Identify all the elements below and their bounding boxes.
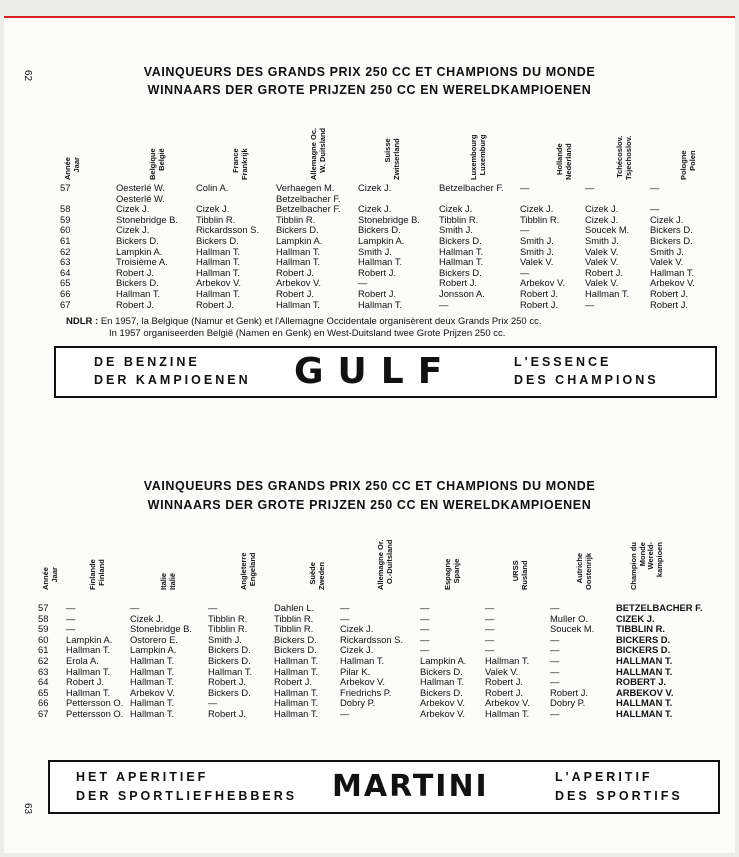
table-cell: Robert J. bbox=[585, 266, 624, 278]
table-cell: Arbekov V. bbox=[485, 697, 530, 709]
table-cell: Smith J. bbox=[520, 234, 554, 246]
year-cell: 63 bbox=[60, 256, 71, 268]
table-cell: Cizek J. bbox=[358, 203, 392, 215]
gulf-advertisement bbox=[54, 346, 717, 398]
table-cell: — bbox=[66, 602, 76, 613]
column-header-label: Année Jaar bbox=[41, 567, 59, 590]
table-cell: Betzelbacher F. bbox=[276, 203, 341, 215]
table-cell: — bbox=[650, 182, 660, 193]
table-cell: Troisième A. bbox=[116, 256, 168, 268]
table-cell: Tibblin R. bbox=[208, 623, 248, 635]
table-cell: Bickers D. bbox=[420, 665, 463, 677]
table-cell: Pettersson O. bbox=[66, 707, 124, 719]
table-cell: Hallman T. bbox=[274, 697, 319, 709]
table-cell: Robert J. bbox=[650, 298, 689, 310]
table-cell: Hallman T. bbox=[116, 287, 161, 299]
table-cell: Robert J. bbox=[520, 298, 559, 310]
year-cell: 64 bbox=[60, 266, 71, 278]
year-cell: 67 bbox=[38, 707, 49, 719]
table-cell: Arbekov V. bbox=[520, 277, 565, 289]
table-row bbox=[4, 268, 735, 279]
table-cell: Hallman T. bbox=[585, 287, 630, 299]
year-cell: 59 bbox=[60, 213, 71, 225]
table-cell: — bbox=[520, 182, 530, 193]
table-cell: Cizek J. bbox=[585, 203, 619, 215]
table-cell: Hallman T. bbox=[66, 686, 111, 698]
table-cell: Hallman T. bbox=[358, 256, 403, 268]
table-cell: Ostorero E. bbox=[130, 633, 178, 645]
table-cell: Hallman T. bbox=[420, 676, 465, 688]
table-cell: — bbox=[340, 602, 350, 613]
table-cell: — bbox=[208, 602, 218, 613]
column-header-label: Suède Zweden bbox=[308, 562, 326, 590]
column-header-label: Allemagne Or. O.-Duitsland bbox=[376, 539, 394, 590]
table-cell: Hallman T. bbox=[130, 697, 175, 709]
table-cell: Tibblin R. bbox=[276, 213, 316, 225]
table-cell: Cizek J. bbox=[130, 612, 164, 624]
table-cell: — bbox=[585, 182, 595, 193]
table-cell: — bbox=[550, 644, 560, 656]
table-cell: BICKERS D. bbox=[616, 633, 671, 645]
table-cell: Friedrichs P. bbox=[340, 686, 392, 698]
table-cell: Soucek M. bbox=[550, 623, 595, 635]
table-cell: — bbox=[358, 277, 368, 289]
table-cell: Oesterlé W. bbox=[116, 192, 165, 204]
table-cell: Bickers D. bbox=[116, 234, 159, 246]
table-cell: Lampkin A. bbox=[116, 245, 163, 257]
table-cell: Valek V. bbox=[650, 256, 684, 268]
table-cell: Bickers D. bbox=[208, 644, 251, 656]
table-cell: Lampkin A. bbox=[420, 654, 467, 666]
ad-left-line2: DER SPORTLIEFHEBBERS bbox=[76, 789, 298, 803]
table-cell: — bbox=[420, 612, 430, 624]
table-cell: Robert J. bbox=[358, 266, 397, 278]
table-cell: CIZEK J. bbox=[616, 612, 655, 624]
page-number: 63 bbox=[22, 802, 34, 815]
column-header-label: Champion du Monde Wereld- kampioen bbox=[629, 542, 664, 590]
table-row bbox=[4, 289, 735, 300]
column-header-label: Allemagne Oc. W. Duitsland bbox=[309, 127, 327, 180]
table-cell: — bbox=[439, 298, 449, 310]
table-cell: Hallman T. bbox=[130, 665, 175, 677]
table-cell: ROBERT J. bbox=[616, 676, 667, 688]
table-cell: Hallman T. bbox=[130, 707, 175, 719]
column-header-label: Luxembourg Luxemburg bbox=[469, 134, 487, 180]
table-cell: ARBEKOV V. bbox=[616, 686, 674, 698]
table-cell: Hallman T. bbox=[208, 665, 253, 677]
table-cell: HALLMAN T. bbox=[616, 707, 673, 719]
table-cell: Hallman T. bbox=[66, 665, 111, 677]
table-cell: — bbox=[520, 266, 530, 278]
ad-left-line2: DER KAMPIOENEN bbox=[94, 373, 251, 387]
table-cell: Bickers D. bbox=[196, 234, 239, 246]
page-number: 62 bbox=[22, 69, 34, 82]
column-header-label: Belgique België bbox=[148, 148, 166, 180]
table-cell: — bbox=[485, 633, 495, 645]
column-header-label: Finlande Finland bbox=[88, 559, 106, 590]
table-cell: Hallman T. bbox=[358, 298, 403, 310]
year-cell: 66 bbox=[38, 697, 49, 709]
year-cell: 57 bbox=[60, 182, 71, 193]
table-cell: — bbox=[485, 602, 495, 613]
table-cell: Hallman T. bbox=[196, 287, 241, 299]
table-cell: Bickers D. bbox=[420, 686, 463, 698]
table-cell: Smith J. bbox=[439, 224, 473, 236]
title-dutch: WINNAARS DER GROTE PRIJZEN 250 CC EN WERELDKAMPIOENEN bbox=[147, 83, 592, 97]
table-cell: — bbox=[650, 203, 660, 215]
table-cell: Hallman T. bbox=[650, 266, 695, 278]
table-cell: — bbox=[208, 697, 218, 709]
table-cell: Valek V. bbox=[585, 245, 619, 257]
table-cell: Pilar K. bbox=[340, 665, 371, 677]
table-cell: Hallman T. bbox=[196, 256, 241, 268]
table-cell: Dahlen L. bbox=[274, 602, 315, 613]
title-french: VAINQUEURS DES GRANDS PRIX 250 CC ET CHAMPIONS DU MONDE bbox=[143, 65, 596, 79]
table-cell: Robert J. bbox=[439, 277, 478, 289]
table-cell: Robert J. bbox=[650, 287, 689, 299]
table-cell: — bbox=[66, 623, 76, 635]
table-cell: BICKERS D. bbox=[616, 644, 671, 656]
table-cell: Tibblin R. bbox=[439, 213, 479, 225]
table-cell: — bbox=[550, 676, 560, 688]
table-cell: Cizek J. bbox=[650, 213, 684, 225]
table-cell: Hallman T. bbox=[439, 245, 484, 257]
table-cell: Hallman T. bbox=[196, 245, 241, 257]
table-cell: Arbekov V. bbox=[276, 277, 321, 289]
table-cell: HALLMAN T. bbox=[616, 697, 673, 709]
year-cell: 58 bbox=[60, 203, 71, 215]
year-cell: 63 bbox=[38, 665, 49, 677]
table-cell: Robert J. bbox=[550, 686, 589, 698]
table-cell: Cizek J. bbox=[439, 203, 473, 215]
table-cell: Betzelbacher F. bbox=[276, 192, 341, 204]
ad-right-line1: L'ESSENCE bbox=[514, 355, 612, 369]
table-cell: HALLMAN T. bbox=[616, 665, 673, 677]
table-cell: Betzelbacher F. bbox=[439, 182, 504, 193]
table-row bbox=[4, 656, 735, 667]
table-cell: Cizek J. bbox=[340, 623, 374, 635]
table-cell: Bickers D. bbox=[650, 224, 693, 236]
table-cell: — bbox=[550, 707, 560, 719]
table-cell: — bbox=[550, 665, 560, 677]
table-cell: — bbox=[420, 602, 430, 613]
table-cell: Tibblin R. bbox=[196, 213, 236, 225]
table-cell: Hallman T. bbox=[130, 654, 175, 666]
table-cell: Cizek J. bbox=[520, 203, 554, 215]
table-cell: Hallman T. bbox=[340, 654, 385, 666]
table-cell: Cizek J. bbox=[116, 203, 150, 215]
ad-right-line1: L'APERITIF bbox=[555, 770, 653, 784]
table-cell: Hallman T. bbox=[276, 245, 321, 257]
table-cell: Arbekov V. bbox=[196, 277, 241, 289]
year-cell: 60 bbox=[38, 633, 49, 645]
table-cell: — bbox=[485, 644, 495, 656]
table-cell: — bbox=[420, 644, 430, 656]
table-cell: Hallman T. bbox=[276, 298, 321, 310]
ad-right-line2: DES CHAMPIONS bbox=[514, 373, 659, 387]
table-cell: Cizek J. bbox=[340, 644, 374, 656]
table-cell: Hallman T. bbox=[274, 654, 319, 666]
year-cell: 60 bbox=[60, 224, 71, 236]
table-cell: Arbekov V. bbox=[340, 676, 385, 688]
table-cell: Hallman T. bbox=[274, 686, 319, 698]
table-cell: Robert J. bbox=[276, 287, 315, 299]
year-cell: 61 bbox=[38, 644, 49, 656]
year-cell: 59 bbox=[38, 623, 49, 635]
table-cell: Arbekov V. bbox=[130, 686, 175, 698]
column-header-label: Italie Italië bbox=[159, 572, 177, 590]
year-cell: 58 bbox=[38, 612, 49, 624]
year-cell: 64 bbox=[38, 676, 49, 688]
table-cell: Lampkin A. bbox=[358, 234, 405, 246]
table-cell: Valek V. bbox=[485, 665, 519, 677]
column-header-label: URSS Rusland bbox=[511, 560, 529, 590]
table-cell: Tibblin R. bbox=[274, 623, 314, 635]
table-cell: Tibblin R. bbox=[274, 612, 314, 624]
table-cell: Arbekov V. bbox=[420, 697, 465, 709]
table-cell: — bbox=[485, 612, 495, 624]
table-cell: Dobry P. bbox=[340, 697, 376, 709]
note-line-dutch: In 1957 organiseerden België (Namen en Genk) en West-Duitsland twee Grote Prijzen 250 cc. bbox=[109, 328, 506, 339]
table-cell: Robert J. bbox=[208, 676, 247, 688]
table-cell: Hallman T. bbox=[439, 256, 484, 268]
table-cell: BETZELBACHER F. bbox=[616, 602, 703, 613]
table-cell: Robert J. bbox=[520, 287, 559, 299]
page-62 bbox=[4, 16, 735, 443]
martini-logo: MARTINI bbox=[332, 769, 489, 804]
table-row bbox=[4, 300, 735, 311]
table-cell: Smith J. bbox=[585, 234, 619, 246]
table-cell: Robert J. bbox=[485, 676, 524, 688]
table-cell: — bbox=[420, 623, 430, 635]
table-cell: Hallman T. bbox=[485, 654, 530, 666]
table-cell: Stonebridge B. bbox=[116, 213, 179, 225]
table-cell: Muller O. bbox=[550, 612, 589, 624]
table-cell: Robert J. bbox=[274, 676, 313, 688]
table-cell: Robert J. bbox=[116, 298, 155, 310]
table-cell: Cizek J. bbox=[196, 203, 230, 215]
table-cell: Lampkin A. bbox=[66, 633, 113, 645]
table-row bbox=[4, 709, 735, 720]
table-cell: — bbox=[520, 224, 530, 236]
table-cell: HALLMAN T. bbox=[616, 654, 673, 666]
column-header-label: Hollande Nederland bbox=[555, 143, 573, 180]
table-row bbox=[4, 603, 735, 614]
table-cell: Oesterlé W. bbox=[116, 182, 165, 193]
table-cell: Lampkin A. bbox=[130, 644, 177, 656]
table-cell: Bickers D. bbox=[116, 277, 159, 289]
year-cell: 57 bbox=[38, 602, 49, 613]
table-cell: Bickers D. bbox=[650, 234, 693, 246]
table-cell: Hallman T. bbox=[485, 707, 530, 719]
table-cell: Stonebridge B. bbox=[358, 213, 421, 225]
table-cell: Robert J. bbox=[485, 686, 524, 698]
column-header-label: Année Jaar bbox=[63, 157, 81, 180]
results-table bbox=[4, 183, 735, 310]
year-cell: 62 bbox=[60, 245, 71, 257]
table-cell: Smith J. bbox=[520, 245, 554, 257]
table-cell: Cizek J. bbox=[358, 182, 392, 193]
table-cell: Erola A. bbox=[66, 654, 99, 666]
year-cell: 67 bbox=[60, 298, 71, 310]
table-cell: — bbox=[420, 633, 430, 645]
table-cell: Arbekov V. bbox=[420, 707, 465, 719]
table-cell: — bbox=[550, 633, 560, 645]
table-cell: Robert J. bbox=[66, 676, 105, 688]
table-cell: Bickers D. bbox=[276, 224, 319, 236]
table-cell: Soucek M. bbox=[585, 224, 630, 236]
table-cell: Bickers D. bbox=[208, 686, 251, 698]
table-cell: Cizek J. bbox=[116, 224, 150, 236]
table-cell: Lampkin A. bbox=[276, 234, 323, 246]
column-header-label: France Frankrijk bbox=[231, 148, 249, 180]
table-cell: Rickardsson S. bbox=[340, 633, 404, 645]
table-cell: Bickers D. bbox=[208, 654, 251, 666]
table-cell: Pettersson O. bbox=[66, 697, 124, 709]
table-cell: Hallman T. bbox=[130, 676, 175, 688]
table-cell: Smith J. bbox=[208, 633, 242, 645]
note-line-french: En 1957, la Belgique (Namur et Genk) et l'Allemagne Occidentale organisèrent deux Grands Prix 250 cc. bbox=[100, 316, 542, 327]
table-cell: Rickardsson S. bbox=[196, 224, 260, 236]
table-row bbox=[4, 183, 735, 194]
table-cell: Valek V. bbox=[585, 277, 619, 289]
martini-advertisement bbox=[48, 760, 720, 814]
table-cell: Hallman T. bbox=[274, 665, 319, 677]
table-cell: Colin A. bbox=[196, 182, 229, 193]
table-cell: Valek V. bbox=[520, 256, 554, 268]
table-cell: Bickers D. bbox=[439, 234, 482, 246]
table-cell: Cizek J. bbox=[585, 213, 619, 225]
column-header-label: Autriche Oostenrijk bbox=[575, 552, 593, 590]
gulf-logo: GULF bbox=[294, 351, 457, 392]
table-cell: Arbekov V. bbox=[650, 277, 695, 289]
table-cell: Robert J. bbox=[116, 266, 155, 278]
table-cell: Jonsson A. bbox=[439, 287, 485, 299]
column-header-label: Espagne Spanje bbox=[443, 558, 461, 590]
table-cell: Robert J. bbox=[208, 707, 247, 719]
table-cell: Tibblin R. bbox=[520, 213, 560, 225]
year-cell: 65 bbox=[38, 686, 49, 698]
table-cell: Dobry P. bbox=[550, 697, 586, 709]
table-cell: Bickers D. bbox=[274, 633, 317, 645]
table-cell: Tibblin R. bbox=[208, 612, 248, 624]
table-cell: Robert J. bbox=[358, 287, 397, 299]
table-cell: Hallman T. bbox=[276, 256, 321, 268]
ad-right-line2: DES SPORTIFS bbox=[555, 789, 683, 803]
table-cell: Hallman T. bbox=[196, 266, 241, 278]
year-cell: 66 bbox=[60, 287, 71, 299]
year-cell: 61 bbox=[60, 234, 71, 246]
table-cell: Hallman T. bbox=[274, 707, 319, 719]
table-cell: — bbox=[485, 623, 495, 635]
table-cell: Smith J. bbox=[358, 245, 392, 257]
title-dutch: WINNAARS DER GROTE PRIJZEN 250 CC EN WERELDKAMPIOENEN bbox=[147, 498, 592, 512]
ad-left-line1: DE BENZINE bbox=[94, 355, 200, 369]
table-cell: — bbox=[340, 707, 350, 719]
table-cell: Robert J. bbox=[196, 298, 235, 310]
ad-left-line1: HET APERITIEF bbox=[76, 770, 209, 784]
editor-note bbox=[66, 316, 541, 328]
table-cell: Bickers D. bbox=[439, 266, 482, 278]
page-63 bbox=[4, 443, 735, 853]
year-cell: 62 bbox=[38, 654, 49, 666]
table-cell: — bbox=[340, 612, 350, 624]
table-cell: Smith J. bbox=[650, 245, 684, 257]
note-label: NDLR : bbox=[66, 316, 99, 327]
table-row bbox=[4, 236, 735, 247]
table-cell: Bickers D. bbox=[274, 644, 317, 656]
table-cell: Verhaegen M. bbox=[276, 182, 335, 193]
table-cell: — bbox=[585, 298, 595, 310]
year-cell: 65 bbox=[60, 277, 71, 289]
title-french: VAINQUEURS DES GRANDS PRIX 250 CC ET CHAMPIONS DU MONDE bbox=[143, 479, 596, 493]
table-cell: Valek V. bbox=[585, 256, 619, 268]
table-cell: Robert J. bbox=[276, 266, 315, 278]
table-cell: TIBBLIN R. bbox=[616, 623, 665, 635]
results-table bbox=[4, 603, 735, 720]
table-cell: Stonebridge B. bbox=[130, 623, 193, 635]
column-header-label: Tchécoslov. Tsjechoslov. bbox=[615, 135, 633, 180]
table-cell: — bbox=[66, 612, 76, 624]
table-cell: — bbox=[550, 654, 560, 666]
table-cell: Bickers D. bbox=[358, 224, 401, 236]
column-header-label: Suisse Zwitserland bbox=[383, 138, 401, 180]
column-header-label: Pologne Polen bbox=[679, 150, 697, 180]
table-cell: — bbox=[130, 602, 140, 613]
table-cell: — bbox=[550, 602, 560, 613]
table-cell: Hallman T. bbox=[66, 644, 111, 656]
column-header-label: Angleterre Engeland bbox=[239, 552, 257, 590]
